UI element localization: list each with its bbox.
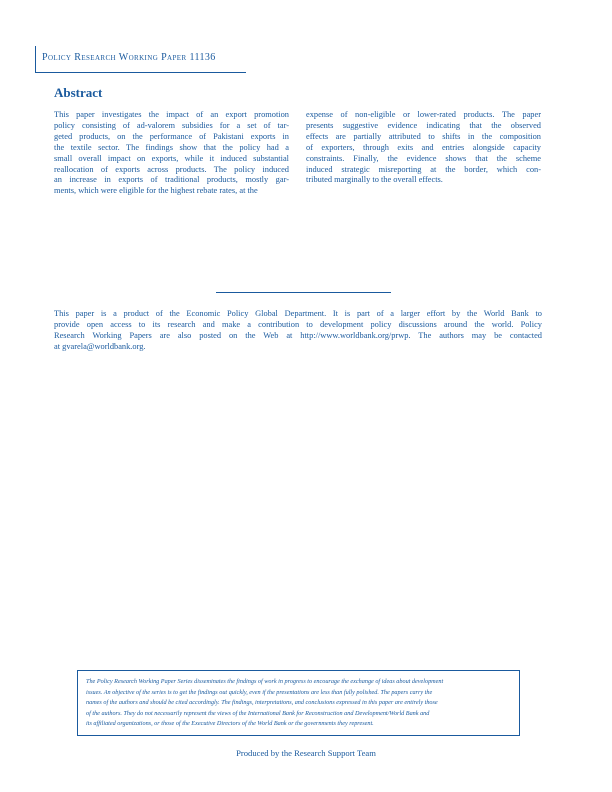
abstract-line: This paper investigates the impact of an export promotion xyxy=(54,110,289,119)
abstract-line: expense of non-eligible or lower-rated products. The paper xyxy=(306,110,541,119)
abstract-line: induced strategic misreporting at the border, which con- xyxy=(306,164,541,174)
abstract-line: reallocation of exports across products. The policy induced xyxy=(54,164,289,174)
disclaimer-line: The Policy Research Working Paper Series disseminates the findings of work in progress to encourage the exchange of ideas about development xyxy=(86,678,444,685)
disclaimer-line: its affiliated organizations, or those of the Executive Directors of the World Bank or the governments they represent. xyxy=(86,720,374,727)
abstract-heading: Abstract xyxy=(54,85,103,100)
footer-credit: Produced by the Research Support Team xyxy=(236,748,376,758)
abstract-line: presents suggestive evidence indicating that the observed xyxy=(306,120,541,130)
abstract-line: effects are partially attributed to shifts in the composition xyxy=(306,131,541,141)
series-header xyxy=(35,46,246,73)
abstract-line: small overall impact on exports, while it induced substantial xyxy=(54,153,289,163)
abstract-line: of exporters, through exits and entries alongside capacity xyxy=(306,142,541,152)
abstract-line: constraints. Finally, the evidence shows that the scheme xyxy=(306,153,541,163)
abstract-line: geted products, on the performance of Pakistani exports in xyxy=(54,131,289,141)
disclaimer-line: issues. An objective of the series is to get the findings out quickly, even if the presentations are less than fully polished. The papers carry the xyxy=(86,688,433,696)
abstract-line: tributed marginally to the overall effects. xyxy=(306,175,443,185)
paper-note xyxy=(54,309,542,353)
abstract-line: ments, which were eligible for the highest rebate rates, at the xyxy=(54,186,258,196)
abstract-line: the textile sector. The findings show that the policy had a xyxy=(54,142,289,152)
note-line: Research Working Papers are also posted on the Web at http://www.worldbank.org/prwp. The authors may be contacted xyxy=(54,330,542,340)
abstract-right-column xyxy=(306,110,541,186)
note-line: provide open access to its research and make a contribution to development policy discussions around the world. Policy xyxy=(54,319,542,329)
note-line: at gvarela@worldbank.org. xyxy=(54,341,146,351)
abstract-line: an increase in exports of traditional products, mostly gar- xyxy=(54,175,289,185)
abstract-line: policy consisting of ad-valorem subsidies for a set of tar- xyxy=(54,120,289,130)
disclaimer-line: of the authors. They do not necessarily represent the views of the International Bank for Reconstruction and Development/World Bank and xyxy=(86,709,430,717)
note-line: This paper is a product of the Economic Policy Global Department. It is part of a larger effort by the World Bank to xyxy=(54,309,542,318)
series-disclaimer-box xyxy=(77,670,520,736)
abstract-left-column xyxy=(54,110,289,197)
series-label: Policy Research Working Paper 11136 xyxy=(42,52,216,63)
section-divider xyxy=(216,292,391,293)
disclaimer-line: names of the authors and should be cited accordingly. The findings, interpretations, and conclusions expressed in this paper are entirely those xyxy=(86,699,438,706)
